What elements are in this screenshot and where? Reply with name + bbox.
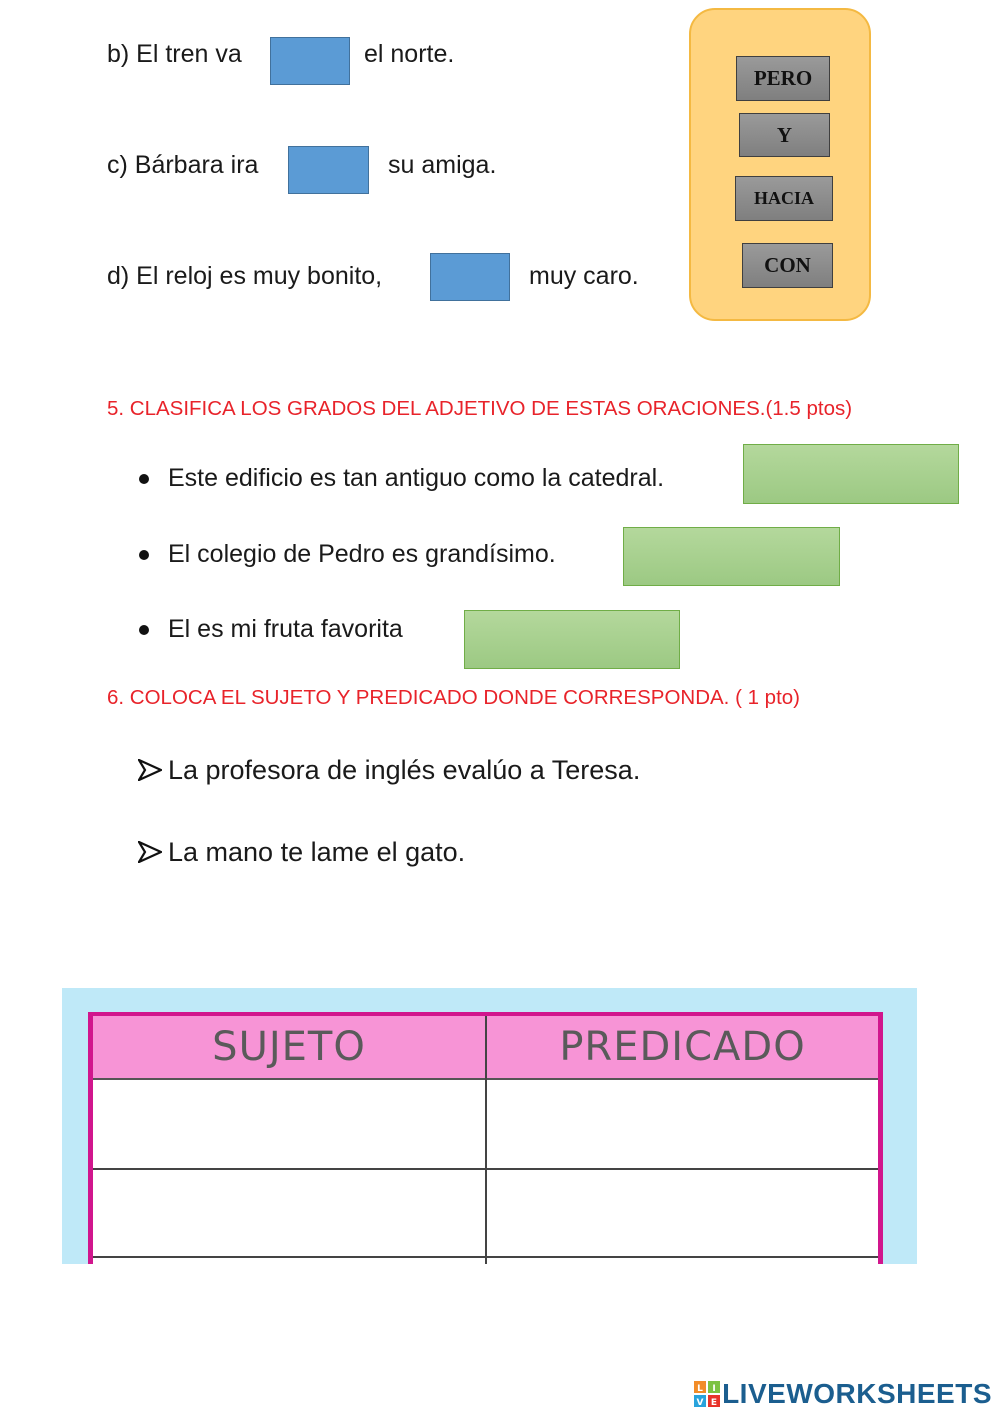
logo-letter: L (697, 1384, 703, 1394)
exercise-5-heading: 5. CLASIFICA LOS GRADOS DEL ADJETIVO DE ESTAS ORACIONES.(1.5 ptos) (107, 397, 853, 420)
header-predicado: PREDICADO (559, 1024, 806, 1070)
word-chip-pero[interactable]: PERO (736, 56, 830, 101)
word-chip-con[interactable]: CON (742, 243, 833, 288)
liveworksheets-brand (694, 1378, 992, 1410)
table-cell-predicado-2[interactable] (487, 1170, 878, 1256)
adjective-sentence-1: Este edificio es tan antiguo como la catedral. (168, 464, 665, 492)
drop-zone-c[interactable] (288, 146, 369, 194)
subject-sentence-1: La profesora de inglés evalúo a Teresa. (168, 755, 641, 785)
subject-sentence-2: La mano te lame el gato. (168, 837, 466, 867)
drop-zone-d[interactable] (430, 253, 510, 301)
logo-letter: I (712, 1384, 716, 1394)
logo-letter: E (711, 1398, 718, 1407)
subject-predicate-table-frame (62, 988, 917, 1264)
word-chip-hacia[interactable]: HACIA (735, 176, 833, 221)
bullet-icon (139, 474, 149, 484)
logo-letter: V (696, 1398, 704, 1407)
arrow-bullet-icon (138, 841, 162, 863)
sentence-d-end: muy caro. (529, 262, 639, 290)
subject-predicate-table (88, 1012, 883, 1264)
table-cell-sujeto-2[interactable] (93, 1170, 485, 1256)
drop-zone-b[interactable] (270, 37, 350, 85)
bullet-icon (139, 550, 149, 560)
word-chip-y[interactable]: Y (739, 113, 830, 157)
word-bank (689, 8, 871, 321)
table-cell-predicado-1[interactable] (487, 1080, 878, 1168)
sentence-b-start: b) El tren va (107, 40, 242, 68)
sentence-d-start: d) El reloj es muy bonito, (107, 262, 383, 290)
answer-box-2[interactable] (623, 527, 840, 586)
exercise-6-heading: 6. COLOCA EL SUJETO Y PREDICADO DONDE CORRESPONDA. ( 1 pto) (107, 686, 801, 709)
sentence-c-end: su amiga. (388, 151, 497, 179)
sentence-b-end: el norte. (364, 40, 455, 68)
bullet-icon (139, 625, 149, 635)
liveworksheets-logo-icon (694, 1381, 720, 1407)
adjective-sentence-3: El es mi fruta favorita (168, 615, 403, 643)
answer-box-1[interactable] (743, 444, 959, 504)
answer-box-3[interactable] (464, 610, 680, 669)
arrow-bullet-icon (138, 759, 162, 781)
row-divider (93, 1256, 878, 1258)
adjective-sentence-2: El colegio de Pedro es grandísimo. (168, 540, 556, 568)
brand-name: LIVEWORKSHEETS (722, 1378, 992, 1409)
header-sujeto: SUJETO (212, 1024, 366, 1070)
table-cell-sujeto-1[interactable] (93, 1080, 485, 1168)
sentence-c-start: c) Bárbara ira (107, 151, 259, 179)
